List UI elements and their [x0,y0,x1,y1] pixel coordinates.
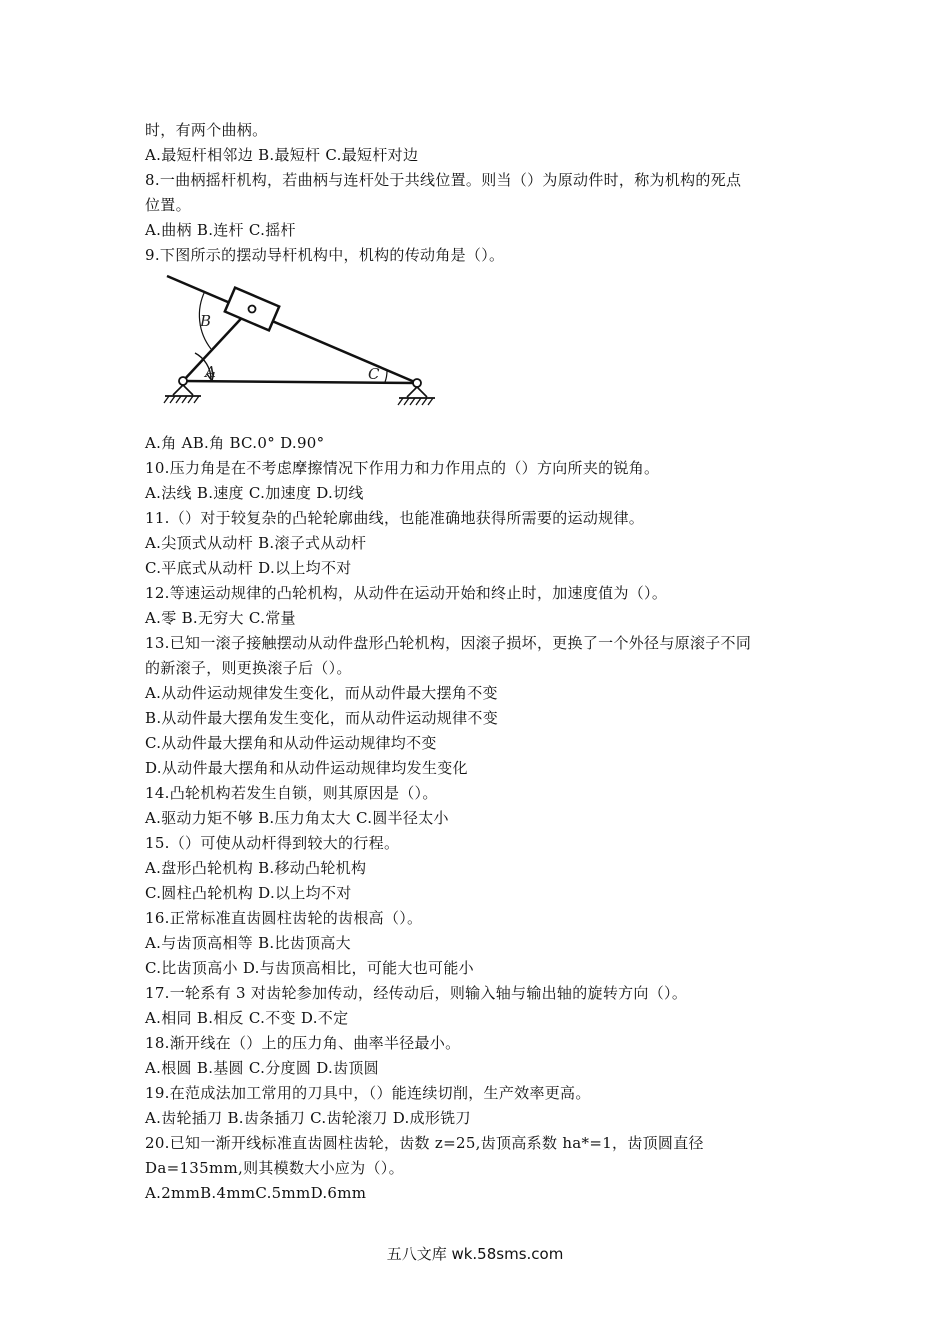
text-line: 20.已知一渐开线标准直齿圆柱齿轮，齿数 z=25,齿顶高系数 ha*=1，齿顶圆直径 [145,1134,704,1152]
label-a: A [205,363,216,381]
text-line: 15.（）可使从动杆得到较大的行程。 [145,834,400,852]
text-line: A.从动件运动规律发生变化，而从动件最大摆角不变 [145,684,498,702]
ground-support-c [407,387,427,397]
text-line: A.最短杆相邻边 B.最短杆 C.最短杆对边 [145,146,419,164]
text-line: 19.在范成法加工常用的刀具中，（）能连续切削，生产效率更高。 [145,1084,591,1102]
text-line: A.齿轮插刀 B.齿条插刀 C.齿轮滚刀 D.成形铣刀 [145,1109,471,1127]
text-line: A.零 B.无穷大 C.常量 [145,609,296,627]
text-line: A.角 AB.角 BC.0° D.90° [145,434,325,452]
text-line: 位置。 [145,196,191,214]
text-line: 10.压力角是在不考虑摩擦情况下作用力和力作用点的（）方向所夹的锐角。 [145,459,660,477]
text-line: A.相同 B.相反 C.不变 D.不定 [145,1009,349,1027]
frame-link [183,381,417,383]
text-line: A.尖顶式从动杆 B.滚子式从动杆 [145,534,367,552]
text-line: 17.一轮系有 3 对齿轮参加传动，经传动后，则输入轴与输出轴的旋转方向（）。 [145,984,688,1002]
text-line: C.圆柱凸轮机构 D.以上均不对 [145,884,352,902]
slider-pin [249,306,256,313]
swing-guide-bar-mechanism-figure [155,271,445,431]
text-block-before-figure [145,118,825,268]
document-body [145,118,825,1206]
text-line: D.从动件最大摆角和从动件运动规律均发生变化 [145,759,468,777]
text-line: 时，有两个曲柄。 [145,121,268,139]
text-line: 16.正常标准直齿圆柱齿轮的齿根高（）。 [145,909,423,927]
text-line: 9.下图所示的摆动导杆机构中，机构的传动角是（）。 [145,246,505,264]
text-line: 的新滚子，则更换滚子后（）。 [145,659,352,677]
text-line: A.盘形凸轮机构 B.移动凸轮机构 [145,859,367,877]
text-line: Da=135mm,则其模数大小应为（）。 [145,1159,404,1177]
text-line: A.曲柄 B.连杆 C.摇杆 [145,221,296,239]
label-c: C [368,365,380,383]
pivot-c [413,379,421,387]
text-line: C.平底式从动杆 D.以上均不对 [145,559,352,577]
text-line: 18.渐开线在（）上的压力角、曲率半径最小。 [145,1034,461,1052]
hatch-c [398,398,433,405]
text-block-after-figure [145,431,825,1206]
text-line: C.比齿顶高小 D.与齿顶高相比，可能大也可能小 [145,959,474,977]
text-line: 13.已知一滚子接触摆动从动件盘形凸轮机构，因滚子损坏，更换了一个外径与原滚子不同 [145,634,752,652]
crank-link [183,309,250,381]
text-line: 12.等速运动规律的凸轮机构，从动件在运动开始和终止时，加速度值为（）。 [145,584,668,602]
text-line: A.2mmB.4mmC.5mmD.6mm [145,1184,367,1202]
text-line: A.与齿顶高相等 B.比齿顶高大 [145,934,351,952]
mechanism-diagram [155,271,445,431]
label-b: B [200,312,212,330]
page-footer-watermark: 五八文库 wk.58sms.com [386,1245,564,1263]
pivot-a [179,377,187,385]
ground-support-a [173,385,193,395]
hatch-a [164,396,199,403]
text-line: A.根圆 B.基圆 C.分度圆 D.齿顶圆 [145,1059,379,1077]
text-line: 8.一曲柄摇杆机构，若曲柄与连杆处于共线位置。则当（）为原动件时，称为机构的死点 [145,171,742,189]
text-line: 14.凸轮机构若发生自锁，则其原因是（）。 [145,784,438,802]
text-line: A.法线 B.速度 C.加速度 D.切线 [145,484,364,502]
text-line: A.驱动力矩不够 B.压力角太大 C.圆半径太小 [145,809,449,827]
text-line: 11.（）对于较复杂的凸轮轮廓曲线，也能准确地获得所需要的运动规律。 [145,509,645,527]
angle-c-arc [385,370,387,382]
text-line: C.从动件最大摆角和从动件运动规律均不变 [145,734,437,752]
text-line: B.从动件最大摆角发生变化，而从动件运动规律不变 [145,709,498,727]
